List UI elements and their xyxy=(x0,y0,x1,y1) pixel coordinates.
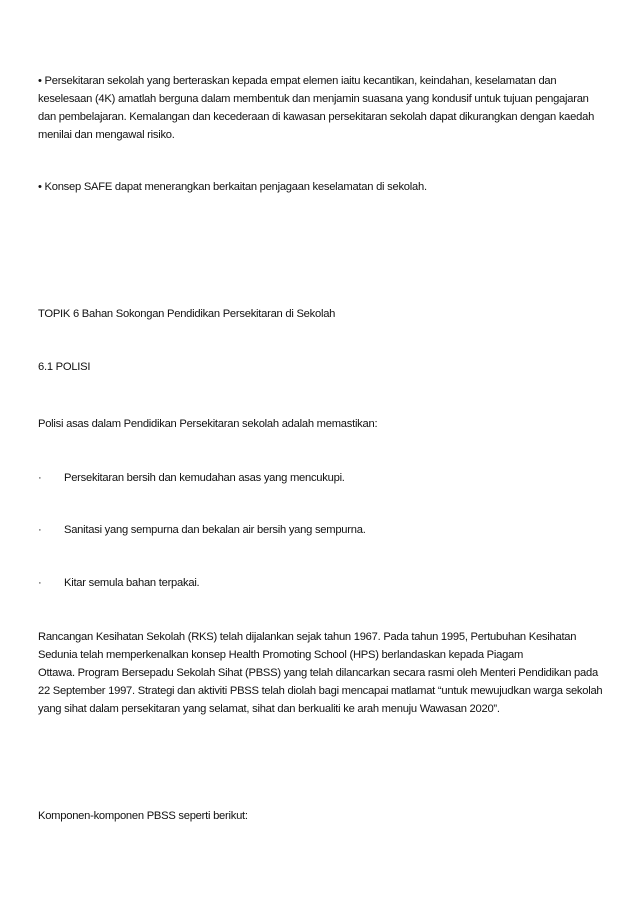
list-item xyxy=(38,574,608,592)
paragraph-4k: • Persekitaran sekolah yang berteraskan kepada empat elemen iaitu kecantikan, keindahan, keselamatan dan keselesaan (4K) amatlah berguna dalam membentuk dan menjamin suasana yang kondusif untuk tujuan pengajaran dan pembelajaran. Kemalangan dan kecederaan di kawasan persekitaran sekolah dapat dikurangkan dengan kaedah menilai dan mengawal risiko. xyxy=(38,75,595,141)
list-marker: · xyxy=(38,472,42,484)
topic-heading: TOPIK 6 Bahan Sokongan Pendidikan Persekitaran di Sekolah xyxy=(38,308,336,320)
list-item-text: Sanitasi yang sempurna dan bekalan air bersih yang sempurna. xyxy=(64,524,366,536)
list-item xyxy=(38,469,608,487)
policy-intro: Polisi asas dalam Pendidikan Persekitaran sekolah adalah memastikan: xyxy=(38,418,378,430)
section-heading: 6.1 POLISI xyxy=(38,361,91,373)
paragraph-rks-part2: Ottawa. Program Bersepadu Sekolah Sihat (PBSS) yang telah dilancarkan secara rasmi oleh Menteri Pendidikan pada 22 September 1997. Strategi dan aktiviti PBSS telah diolah bagi mencapai matlamat “untuk mewujudkan warga sekolah yang sihat dalam persekitaran yang selamat, sihat dan berkualiti ke arah menuju Wawasan 2020”. xyxy=(38,667,603,715)
list-marker: · xyxy=(38,577,42,589)
list-item-text: Kitar semula bahan terpakai. xyxy=(64,577,200,589)
paragraph-safe: • Konsep SAFE dapat menerangkan berkaitan penjagaan keselamatan di sekolah. xyxy=(38,181,427,193)
paragraph-komponen: Komponen-komponen PBSS seperti berikut: xyxy=(38,810,248,822)
list-item-text: Persekitaran bersih dan kemudahan asas yang mencukupi. xyxy=(64,472,345,484)
paragraph-rks-part1: Rancangan Kesihatan Sekolah (RKS) telah dijalankan sejak tahun 1967. Pada tahun 1995, Pertubuhan Kesihatan Sedunia telah memperkenalkan konsep Health Promoting School (HPS) berlandaskan kepada Piagam xyxy=(38,631,577,661)
list-marker: · xyxy=(38,524,42,536)
list-item xyxy=(38,521,608,539)
